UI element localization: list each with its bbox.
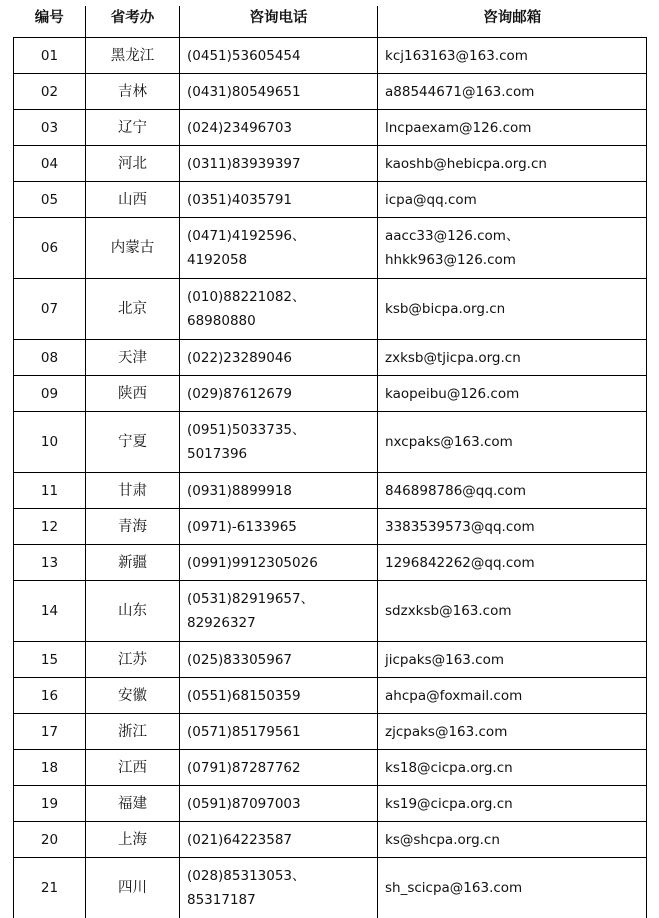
province-office: 福建	[86, 786, 180, 822]
province-office: 上海	[86, 822, 180, 858]
email-address: zxksb@tjicpa.org.cn	[385, 346, 646, 370]
header-phone: 咨询电话	[180, 6, 378, 38]
table-row	[14, 581, 647, 642]
table-row	[14, 642, 647, 678]
table-row	[14, 146, 647, 182]
email-address: ks19@cicpa.org.cn	[385, 792, 646, 816]
email-address: 3383539573@qq.com	[385, 515, 646, 539]
phone-cell	[180, 279, 378, 340]
phone-number: (0951)5033735、	[187, 418, 377, 442]
email-address: sh_scicpa@163.com	[385, 876, 646, 900]
table-row	[14, 182, 647, 218]
email-address: kaopeibu@126.com	[385, 382, 646, 406]
table-body	[14, 38, 647, 918]
phone-cell	[180, 38, 378, 74]
email-address: ks@shcpa.org.cn	[385, 828, 646, 852]
header-number: 编号	[14, 6, 86, 38]
row-number: 10	[14, 412, 86, 473]
table-row	[14, 110, 647, 146]
email-address: ksb@bicpa.org.cn	[385, 297, 646, 321]
phone-number: (0451)53605454	[187, 44, 377, 68]
phone-cell	[180, 376, 378, 412]
contact-table-container	[13, 6, 646, 918]
email-cell	[378, 218, 647, 279]
email-cell	[378, 509, 647, 545]
row-number: 03	[14, 110, 86, 146]
email-cell	[378, 376, 647, 412]
row-number: 12	[14, 509, 86, 545]
table-row	[14, 279, 647, 340]
phone-number: (0311)83939397	[187, 152, 377, 176]
header-row	[14, 6, 647, 38]
phone-number: (029)87612679	[187, 382, 377, 406]
email-cell	[378, 340, 647, 376]
phone-cell	[180, 412, 378, 473]
phone-cell	[180, 581, 378, 642]
phone-cell	[180, 74, 378, 110]
email-address: kcj163163@163.com	[385, 44, 646, 68]
table-row	[14, 822, 647, 858]
email-cell	[378, 279, 647, 340]
phone-number: (0931)8899918	[187, 479, 377, 503]
email-cell	[378, 750, 647, 786]
row-number: 05	[14, 182, 86, 218]
email-cell	[378, 786, 647, 822]
phone-number: (024)23496703	[187, 116, 377, 140]
province-office: 四川	[86, 858, 180, 918]
province-office: 河北	[86, 146, 180, 182]
phone-number: (0431)80549651	[187, 80, 377, 104]
province-office: 江西	[86, 750, 180, 786]
province-office: 山西	[86, 182, 180, 218]
province-office: 陕西	[86, 376, 180, 412]
province-office: 安徽	[86, 678, 180, 714]
phone-cell	[180, 822, 378, 858]
province-office: 浙江	[86, 714, 180, 750]
table-row	[14, 786, 647, 822]
row-number: 17	[14, 714, 86, 750]
province-office: 甘肃	[86, 473, 180, 509]
phone-cell	[180, 110, 378, 146]
province-office: 黑龙江	[86, 38, 180, 74]
phone-cell	[180, 678, 378, 714]
province-office: 内蒙古	[86, 218, 180, 279]
phone-number: 5017396	[187, 442, 377, 466]
phone-number: (0591)87097003	[187, 792, 377, 816]
phone-number: 68980880	[187, 309, 377, 333]
table-row	[14, 74, 647, 110]
province-office: 江苏	[86, 642, 180, 678]
email-cell	[378, 412, 647, 473]
email-cell	[378, 858, 647, 918]
row-number: 02	[14, 74, 86, 110]
email-cell	[378, 581, 647, 642]
table-row	[14, 412, 647, 473]
email-cell	[378, 110, 647, 146]
phone-cell	[180, 714, 378, 750]
province-office: 山东	[86, 581, 180, 642]
row-number: 09	[14, 376, 86, 412]
email-cell	[378, 822, 647, 858]
email-address: hhkk963@126.com	[385, 248, 646, 272]
email-address: nxcpaks@163.com	[385, 430, 646, 454]
email-cell	[378, 473, 647, 509]
row-number: 01	[14, 38, 86, 74]
row-number: 15	[14, 642, 86, 678]
email-address: kaoshb@hebicpa.org.cn	[385, 152, 646, 176]
phone-cell	[180, 146, 378, 182]
email-address: icpa@qq.com	[385, 188, 646, 212]
province-office: 新疆	[86, 545, 180, 581]
email-cell	[378, 38, 647, 74]
phone-number: (0471)4192596、	[187, 224, 377, 248]
table-row	[14, 376, 647, 412]
phone-cell	[180, 545, 378, 581]
row-number: 13	[14, 545, 86, 581]
email-cell	[378, 642, 647, 678]
phone-number: 85317187	[187, 888, 377, 912]
email-address: aacc33@126.com、	[385, 224, 646, 248]
row-number: 18	[14, 750, 86, 786]
header-province-office: 省考办	[86, 6, 180, 38]
phone-cell	[180, 786, 378, 822]
email-address: jicpaks@163.com	[385, 648, 646, 672]
email-address: zjcpaks@163.com	[385, 720, 646, 744]
province-office: 北京	[86, 279, 180, 340]
phone-number: (0351)4035791	[187, 188, 377, 212]
row-number: 21	[14, 858, 86, 918]
phone-number: (025)83305967	[187, 648, 377, 672]
table-row	[14, 38, 647, 74]
phone-number: (0571)85179561	[187, 720, 377, 744]
email-cell	[378, 182, 647, 218]
phone-cell	[180, 642, 378, 678]
contact-table	[13, 6, 647, 918]
phone-number: (022)23289046	[187, 346, 377, 370]
email-address: ks18@cicpa.org.cn	[385, 756, 646, 780]
phone-number: (0791)87287762	[187, 756, 377, 780]
province-office: 天津	[86, 340, 180, 376]
row-number: 11	[14, 473, 86, 509]
row-number: 04	[14, 146, 86, 182]
email-cell	[378, 678, 647, 714]
phone-number: (028)85313053、	[187, 864, 377, 888]
phone-number: (021)64223587	[187, 828, 377, 852]
province-office: 青海	[86, 509, 180, 545]
phone-number: (0531)82919657、	[187, 587, 377, 611]
email-address: lncpaexam@126.com	[385, 116, 646, 140]
row-number: 14	[14, 581, 86, 642]
row-number: 19	[14, 786, 86, 822]
table-row	[14, 340, 647, 376]
table-row	[14, 509, 647, 545]
row-number: 07	[14, 279, 86, 340]
table-row	[14, 473, 647, 509]
phone-cell	[180, 218, 378, 279]
phone-number: (010)88221082、	[187, 285, 377, 309]
phone-number: 4192058	[187, 248, 377, 272]
table-row	[14, 218, 647, 279]
province-office: 吉林	[86, 74, 180, 110]
row-number: 08	[14, 340, 86, 376]
email-cell	[378, 146, 647, 182]
table-row	[14, 714, 647, 750]
table-row	[14, 750, 647, 786]
email-address: ahcpa@foxmail.com	[385, 684, 646, 708]
row-number: 20	[14, 822, 86, 858]
table-row	[14, 678, 647, 714]
province-office: 宁夏	[86, 412, 180, 473]
email-cell	[378, 714, 647, 750]
province-office: 辽宁	[86, 110, 180, 146]
email-cell	[378, 545, 647, 581]
table-row	[14, 858, 647, 918]
phone-cell	[180, 340, 378, 376]
email-address: 846898786@qq.com	[385, 479, 646, 503]
header-email: 咨询邮箱	[378, 6, 647, 38]
row-number: 16	[14, 678, 86, 714]
phone-number: 82926327	[187, 611, 377, 635]
phone-number: (0551)68150359	[187, 684, 377, 708]
email-cell	[378, 74, 647, 110]
phone-cell	[180, 750, 378, 786]
phone-number: (0991)9912305026	[187, 551, 377, 575]
email-address: 1296842262@qq.com	[385, 551, 646, 575]
email-address: a88544671@163.com	[385, 80, 646, 104]
phone-cell	[180, 182, 378, 218]
email-address: sdzxksb@163.com	[385, 599, 646, 623]
row-number: 06	[14, 218, 86, 279]
phone-cell	[180, 509, 378, 545]
table-row	[14, 545, 647, 581]
phone-cell	[180, 473, 378, 509]
phone-cell	[180, 858, 378, 918]
phone-number: (0971)-6133965	[187, 515, 377, 539]
